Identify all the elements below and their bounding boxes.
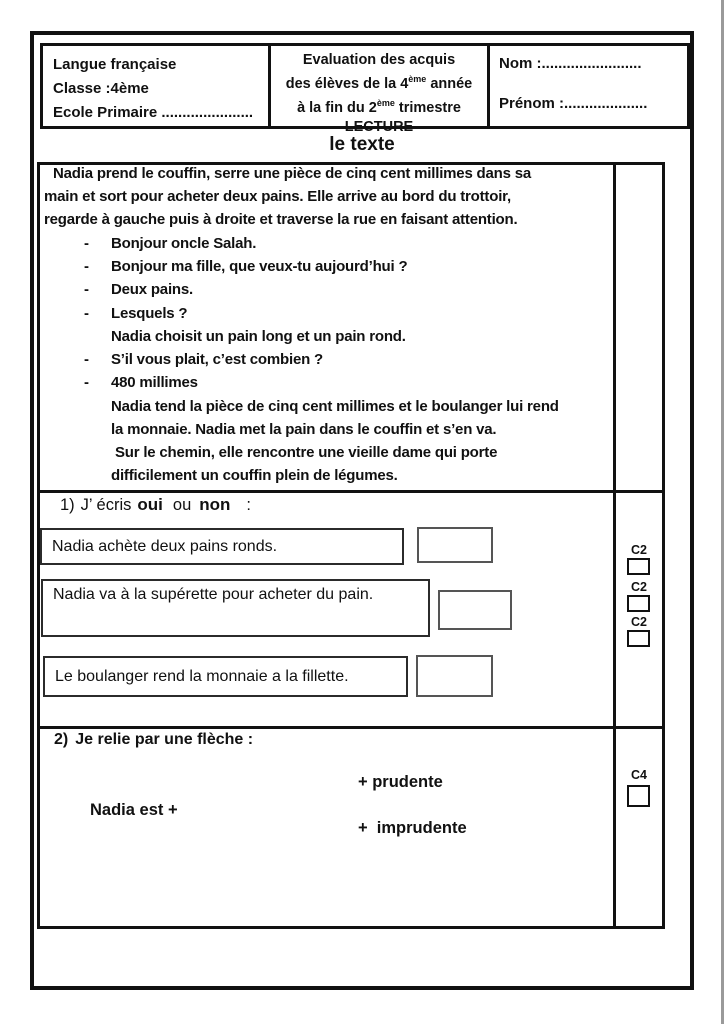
statement-box-3 (43, 656, 408, 697)
exercise2-label (54, 731, 253, 749)
content-table (37, 162, 665, 929)
exercise1-number: 1) (60, 496, 75, 514)
code-label-c2-3: C2 (631, 615, 647, 629)
dialogue-text: la monnaie. Nadia met la pain dans le couffin et s’en va. (111, 421, 497, 438)
dialogue-text: Sur le chemin, elle rencontre une vieille dame qui porte (111, 444, 498, 461)
match-option-imprudente: + imprudente (358, 819, 467, 837)
exercise1-ou: ou (172, 496, 192, 514)
answer-box-3[interactable] (416, 655, 493, 697)
header-school-info (43, 46, 268, 126)
eval-line2-pre: des élèves de la 4 (285, 75, 409, 92)
passage-line (84, 235, 256, 252)
dialogue-dash (84, 467, 111, 484)
code-box-c4[interactable] (627, 785, 650, 807)
dialogue-dash (84, 398, 111, 415)
dialogue-dash: - (84, 305, 89, 322)
eval-line3-sup: ème (376, 97, 395, 108)
passage-intro-line: main et sort pour acheter deux pains. Elle arrive au bord du trottoir, (44, 188, 511, 205)
header-student-info (490, 46, 687, 126)
exercise1-colon: : (246, 496, 252, 514)
passage-line (84, 374, 198, 391)
code-label-c2-1: C2 (631, 543, 647, 557)
eval-line2-sup: ème (408, 74, 427, 84)
header-table (40, 43, 690, 135)
eval-line3-pre: à la fin du 2 (297, 99, 377, 116)
lecture-label: LECTURE (344, 118, 414, 135)
dialogue-text: Nadia choisit un pain long et un pain rond. (111, 328, 406, 345)
match-option-prudente: + prudente (358, 773, 443, 791)
page-frame (30, 31, 694, 990)
eval-title-line2 (271, 70, 487, 94)
dialogue-text: Deux pains. (111, 281, 193, 298)
exercise1-label-pre: J’ écris (80, 496, 132, 514)
code-box-c2-1[interactable] (627, 558, 650, 575)
passage-intro-line: Nadia prend le couffin, serre une pièce de cinq cent millimes dans sa (53, 165, 532, 182)
row-divider-2 (40, 726, 662, 729)
dialogue-dash: - (84, 235, 89, 252)
passage-line (84, 258, 407, 275)
eval-title-line1: Evaluation des acquis (302, 52, 456, 68)
dialogue-dash: - (84, 351, 89, 368)
passage-line (84, 467, 398, 484)
class-label: Classe :4ème (53, 80, 149, 97)
match-subject: Nadia est + (90, 801, 178, 819)
subject-label: Langue française (53, 56, 177, 73)
eval-title-line3 (271, 94, 487, 118)
eval-line3-post: trimestre (394, 99, 461, 116)
code-label-c4: C4 (631, 768, 647, 782)
prenom-field[interactable]: Prénom :.................... (499, 95, 648, 112)
exercise2-number: 2) (54, 731, 69, 748)
dialogue-text: Lesquels ? (111, 305, 188, 322)
passage-line (84, 421, 496, 438)
dialogue-text: Bonjour ma fille, que veux-tu aujourd’hui ? (111, 258, 408, 275)
statement-text-3: Le boulanger rend la monnaie a la fillette. (55, 667, 349, 685)
passage-line (84, 398, 559, 415)
code-label-c2-2: C2 (631, 580, 647, 594)
exercise1-non: non (199, 495, 231, 514)
answer-box-1[interactable] (417, 527, 493, 563)
exercise2-label-text: Je relie par une flèche : (75, 731, 254, 748)
exercise1-oui: oui (137, 495, 163, 514)
school-label: Ecole Primaire ...................... (53, 104, 254, 121)
statement-box-1 (40, 528, 404, 565)
dialogue-dash: - (84, 374, 89, 391)
exercise1-label (60, 495, 251, 515)
statement-text-2: Nadia va à la supérette pour acheter du pain. (53, 586, 374, 603)
dialogue-dash (84, 328, 111, 345)
dialogue-text: S’il vous plait, c’est combien ? (111, 351, 323, 368)
dialogue-dash: - (84, 258, 89, 275)
eval-line2-post: année (426, 75, 473, 92)
code-box-c2-2[interactable] (627, 595, 650, 612)
statement-text-1: Nadia achète deux pains ronds. (52, 537, 278, 555)
dialogue-dash: - (84, 281, 89, 298)
passage-line (84, 305, 187, 322)
answer-box-2[interactable] (438, 590, 512, 630)
passage-intro-line: regarde à gauche puis à droite et traverse la rue en faisant attention. (44, 211, 518, 228)
header-eval-title (268, 46, 490, 135)
row-divider-1 (40, 490, 662, 493)
nom-field[interactable]: Nom :........................ (499, 55, 642, 72)
passage-line (84, 328, 406, 345)
dialogue-dash (84, 421, 111, 438)
passage-line (84, 444, 497, 461)
dialogue-text: Nadia tend la pièce de cinq cent millimes et le boulanger lui rend (111, 398, 559, 415)
dialogue-text: Bonjour oncle Salah. (111, 235, 257, 252)
passage-line (84, 281, 193, 298)
dialogue-dash (84, 444, 111, 461)
dialogue-text: 480 millimes (111, 374, 198, 391)
statement-box-2 (41, 579, 430, 637)
page-title: le texte (329, 134, 395, 155)
dialogue-text: difficilement un couffin plein de légumes. (111, 467, 398, 484)
passage-line (84, 351, 323, 368)
code-box-c2-3[interactable] (627, 630, 650, 647)
